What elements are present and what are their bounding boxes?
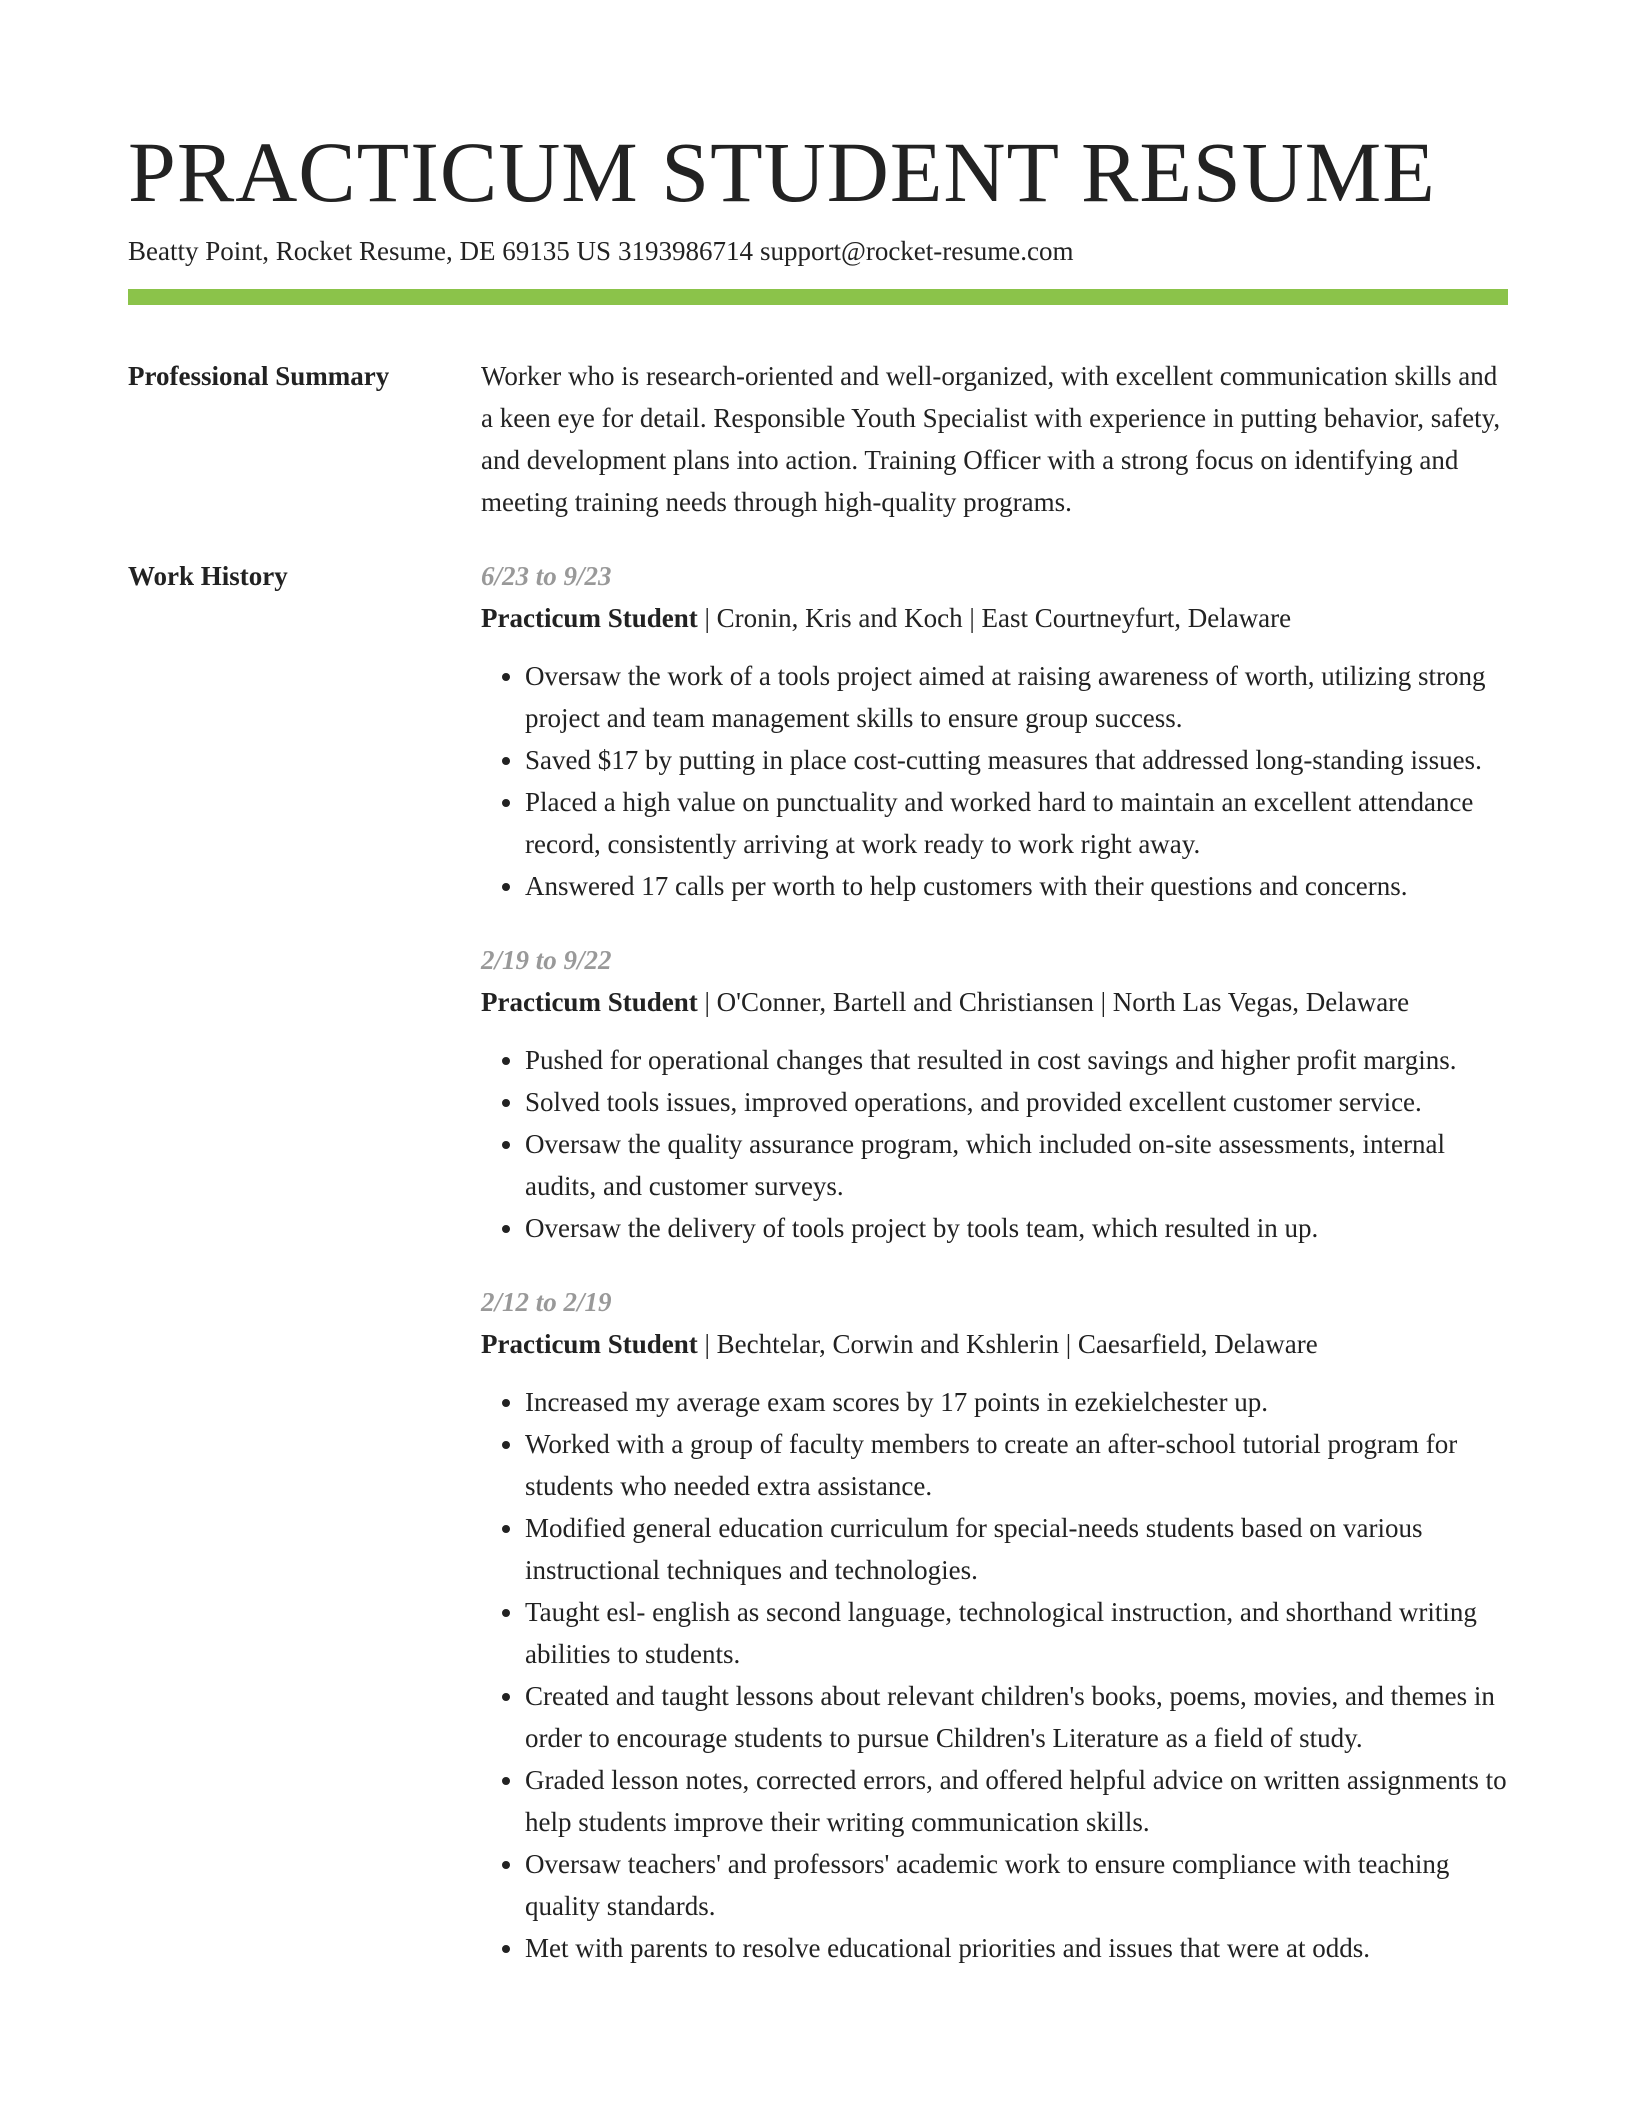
contact-line (128, 234, 1508, 268)
job-company: Cronin, Kris and Koch (716, 603, 963, 633)
job-bullet-list (481, 1381, 1508, 1969)
contact-email: support@rocket-resume.com (759, 236, 1074, 266)
job-heading: Practicum Student | O'Conner, Bartell and Christiansen | North Las Vegas, Delaware (481, 987, 1410, 1017)
job-location: Caesarfield, Delaware (1077, 1329, 1318, 1359)
header-divider (128, 289, 1508, 305)
summary-heading: Professional Summary (128, 361, 390, 391)
job-company: O'Conner, Bartell and Christiansen (716, 987, 1094, 1017)
job-title: Practicum Student (481, 603, 698, 633)
job-bullet: • Met with parents to resolve educational priorities and issues that were at odds. (525, 1927, 1508, 1969)
job-dates: 2/19 to 9/22 (481, 945, 612, 975)
job-heading: Practicum Student | Bechtelar, Corwin and Kshlerin | Caesarfield, Delaware (481, 1329, 1318, 1359)
job-location: East Courtneyfurt, Delaware (981, 603, 1292, 633)
job-bullet: • Pushed for operational changes that resulted in cost savings and higher profit margins. (525, 1039, 1508, 1081)
job-bullet: • Saved $17 by putting in place cost-cutting measures that addressed long-standing issues. (525, 739, 1508, 781)
work-history-section (128, 555, 1508, 2001)
contact-phone: 3193986714 (617, 236, 753, 266)
summary-text: Worker who is research-oriented and well-organized, with excellent communication skills and a keen eye for detail. Responsible Youth Specialist with experience in putting behavior, safety, and development plans into action. Training Officer with a strong focus on identifying and meeting training needs through high-quality programs. (481, 361, 1501, 517)
job-bullet: • Taught esl- english as second language, technological instruction, and shorthand writing abilities to students. (525, 1591, 1508, 1675)
job-bullet: • Answered 17 calls per worth to help customers with their questions and concerns. (525, 865, 1508, 907)
job-company: Bechtelar, Corwin and Kshlerin (716, 1329, 1059, 1359)
job-bullet: • Placed a high value on punctuality and worked hard to maintain an excellent attendance record, consistently arriving at work ready to work right away. (525, 781, 1508, 865)
job-bullet: • Created and taught lessons about relevant children's books, poems, movies, and themes in order to encourage students to pursue Children's Literature as a field of study. (525, 1675, 1508, 1759)
resume-title: PRACTICUM STUDENT RESUME (128, 124, 1436, 220)
job-entry (481, 939, 1508, 1249)
job-bullet: • Worked with a group of faculty members to create an after-school tutorial program for students who needed extra assistance. (525, 1423, 1508, 1507)
job-bullet-list (481, 655, 1508, 907)
job-dates: 6/23 to 9/23 (481, 561, 612, 591)
job-bullet: • Oversaw teachers' and professors' academic work to ensure compliance with teaching quality standards. (525, 1843, 1508, 1927)
job-bullet: • Solved tools issues, improved operations, and provided excellent customer service. (525, 1081, 1508, 1123)
job-dates: 2/12 to 2/19 (481, 1287, 612, 1317)
job-bullet: • Graded lesson notes, corrected errors, and offered helpful advice on written assignments to help students improve their writing communication skills. (525, 1759, 1508, 1843)
job-bullet: • Increased my average exam scores by 17 points in ezekielchester up. (525, 1381, 1508, 1423)
work-history-list (481, 555, 1508, 2001)
job-bullet: • Oversaw the delivery of tools project by tools team, which resulted in up. (525, 1207, 1508, 1249)
job-title: Practicum Student (481, 987, 698, 1017)
job-title: Practicum Student (481, 1329, 698, 1359)
contact-address: Beatty Point, Rocket Resume, DE 69135 US (128, 236, 611, 266)
job-entry (481, 555, 1508, 907)
job-bullet: • Modified general education curriculum for special-needs students based on various instructional techniques and technologies. (525, 1507, 1508, 1591)
work-history-heading: Work History (128, 561, 288, 591)
job-bullet: • Oversaw the quality assurance program, which included on-site assessments, internal audits, and customer surveys. (525, 1123, 1508, 1207)
job-bullet-list (481, 1039, 1508, 1249)
summary-section (128, 355, 1508, 523)
resume-page (128, 0, 1508, 2001)
job-bullet: • Oversaw the work of a tools project aimed at raising awareness of worth, utilizing strong project and team management skills to ensure group success. (525, 655, 1508, 739)
job-heading: Practicum Student | Cronin, Kris and Koch | East Courtneyfurt, Delaware (481, 603, 1292, 633)
job-location: North Las Vegas, Delaware (1112, 987, 1410, 1017)
job-entry (481, 1281, 1508, 1969)
